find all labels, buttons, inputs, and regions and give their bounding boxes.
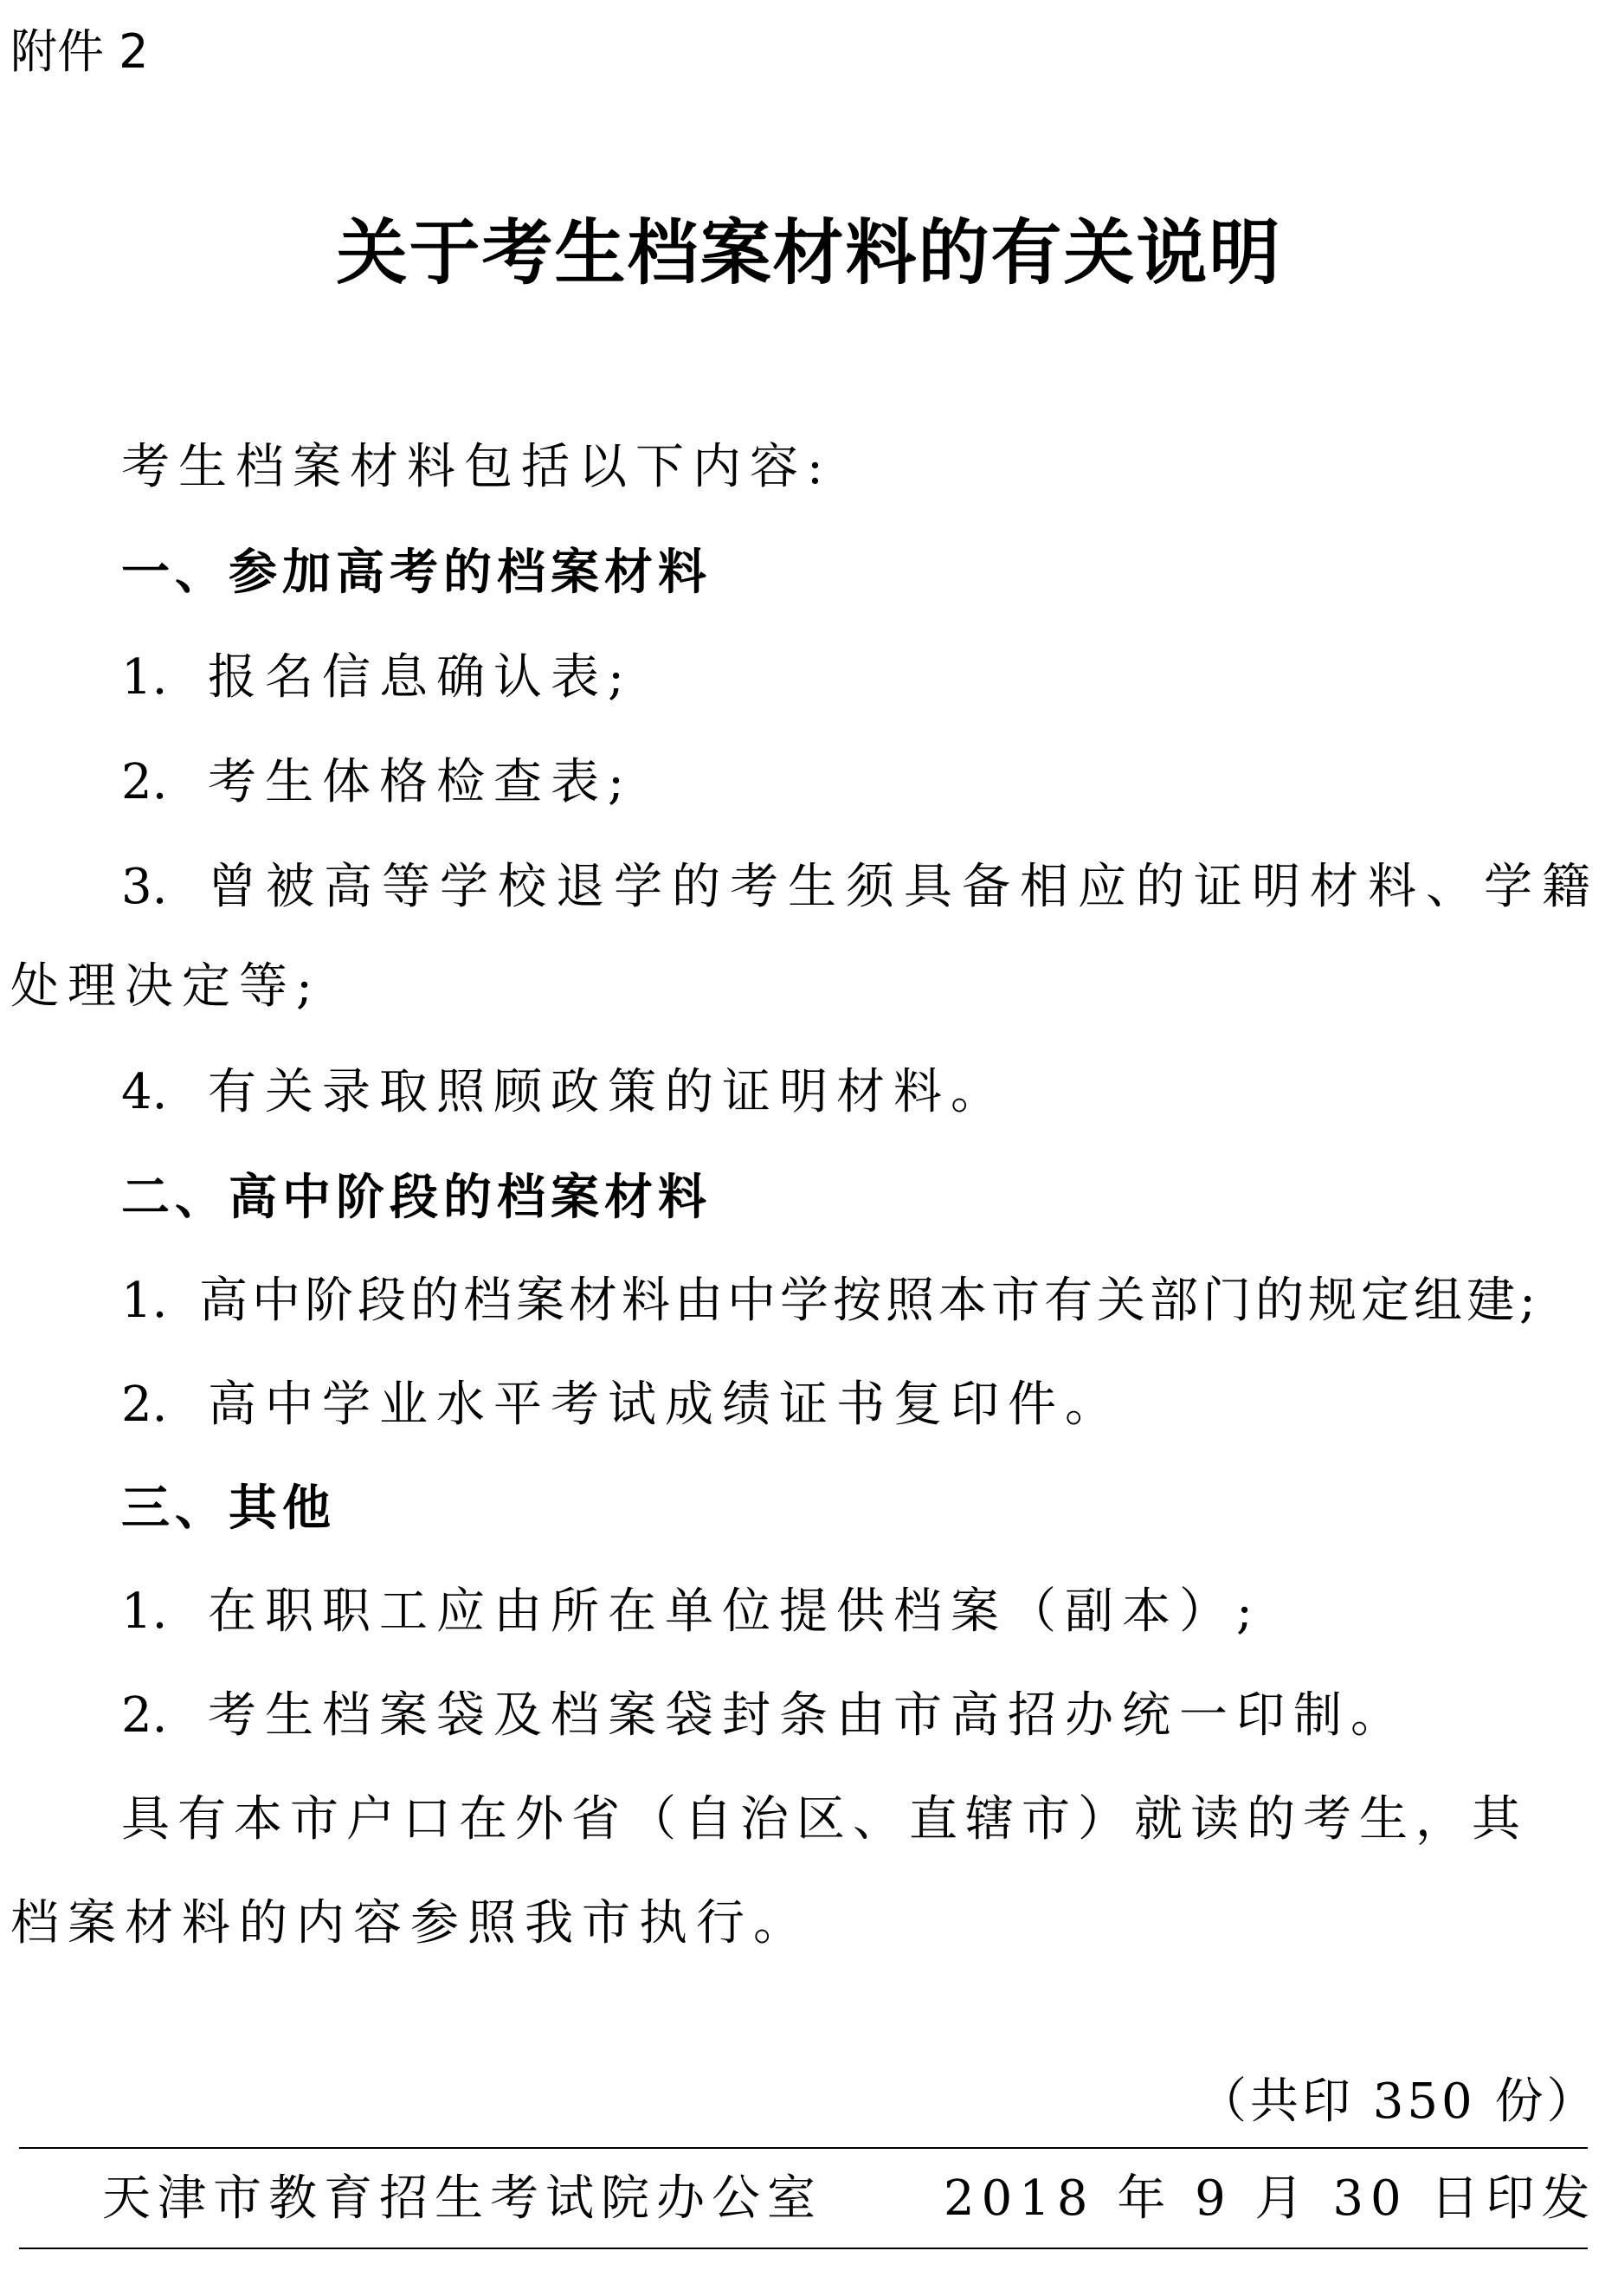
section2-item-1 [121,1267,1540,1336]
section2-heading: 二、高中阶段的档案材料 [121,1170,712,1226]
section3-item-1 [121,1577,1261,1647]
print-count: （共印 350 份） [1198,2073,1599,2130]
document-title: 关于考生档案材料的有关说明 [336,212,1282,294]
section3-heading: 三、其他 [121,1480,336,1537]
attachment-label: 附件 2 [10,24,149,79]
item-text: 高中阶段的档案材料由中学按照本市有关部门的规定组建; [199,1273,1540,1329]
item-text: 曾被高等学校退学的考生须具备相应的证明材料、学籍 [208,859,1600,915]
item-number: 2. [121,754,168,810]
item-number: 4. [121,1064,168,1120]
closing-line-2: 档案材料的内容参照我市执行。 [10,1895,810,1951]
item-number: 2. [121,1687,168,1744]
section1-item-2 [121,748,633,817]
item-text: 高中学业水平考试成绩证书复印件。 [208,1377,1122,1433]
footer-top-rule [19,2147,1588,2149]
closing-line-1: 具有本市户口在外省（自治区、直辖市）就读的考生，其 [121,1791,1528,1848]
footer-bottom-rule [19,2248,1588,2249]
section2-item-2 [121,1371,1122,1440]
intro-text: 考生档案材料包括以下内容: [121,439,832,495]
item-number: 2. [121,1377,168,1433]
footer-date: 2018 年 9 月 30 日印发 [944,2170,1597,2227]
item-text: 考生档案袋及档案袋封条由市高招办统一印制。 [208,1687,1408,1744]
item-number: 1. [121,1583,168,1640]
item-text: 考生体格检查表; [208,754,633,810]
item-number: 1. [121,1273,168,1329]
section3-item-2 [121,1681,1408,1751]
section1-item-3 [121,853,1600,922]
item-text: 有关录取照顾政策的证明材料。 [208,1064,1008,1120]
item-text: 在职职工应由所在单位提供档案（副本）; [208,1583,1261,1640]
section1-item-3-continuation: 处理决定等; [10,958,321,1015]
item-number: 1. [121,649,168,706]
footer-issuer: 天津市教育招生考试院办公室 [102,2170,822,2227]
item-number: 3. [121,859,168,915]
section1-item-4 [121,1058,1008,1127]
section1-item-1 [121,643,633,713]
section1-heading: 一、参加高考的档案材料 [121,545,712,601]
item-text: 报名信息确认表; [208,649,633,706]
